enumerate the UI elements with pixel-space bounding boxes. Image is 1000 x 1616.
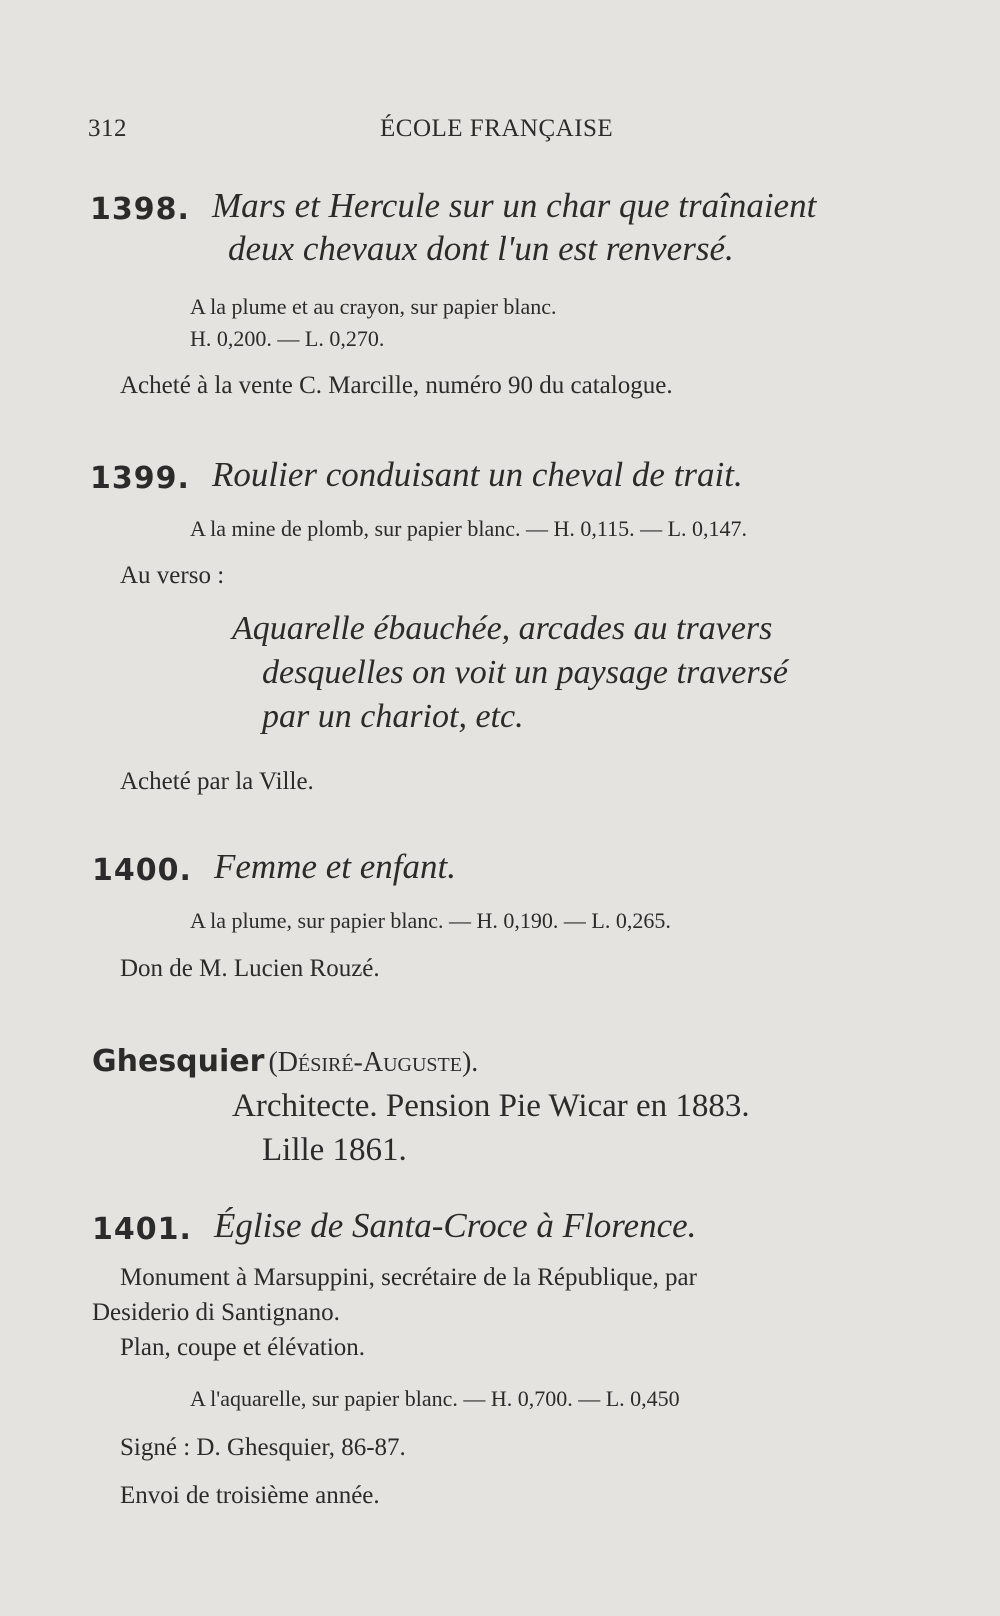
entry-title: Église de Santa-Croce à Florence. <box>214 1206 697 1245</box>
verso-label: Au verso : <box>120 562 225 589</box>
entry-provenance: Acheté par la Ville. <box>120 768 314 795</box>
entry-note: Envoi de troisième année. <box>120 1482 380 1509</box>
entry-number: 1399. <box>90 461 190 496</box>
entry-plan: Plan, coupe et élévation. <box>120 1334 366 1361</box>
page-number: 312 <box>88 115 127 142</box>
entry-technique: A la mine de plomb, sur papier blanc. — H. 0,115. — L. 0,147. <box>190 516 748 541</box>
entry-technique: A la plume, sur papier blanc. — H. 0,190. — L. 0,265. <box>190 908 671 933</box>
verso-description: desquelles on voit un paysage traversé <box>262 654 788 691</box>
entry-title: Femme et enfant. <box>214 847 456 886</box>
entry-number: 1400. <box>92 853 192 888</box>
entry-number: 1401. <box>92 1212 192 1247</box>
entry-provenance: Don de M. Lucien Rouzé. <box>120 955 380 982</box>
artist-surname: Ghesquier <box>92 1044 265 1079</box>
entry-signature: Signé : D. Ghesquier, 86-87. <box>120 1434 406 1461</box>
running-title: ÉCOLE FRANÇAISE <box>380 115 614 142</box>
artist-heading <box>92 1044 478 1079</box>
artist-bio: Architecte. Pension Pie Wicar en 1883. <box>232 1088 750 1124</box>
entry-technique: A la plume et au crayon, sur papier blanc. <box>190 294 557 319</box>
entry-description: Monument à Marsuppini, secrétaire de la République, par <box>120 1264 697 1291</box>
entry-title: deux chevaux dont l'un est renversé. <box>228 229 734 268</box>
artist-bio: Lille 1861. <box>262 1132 407 1168</box>
entry-provenance: Acheté à la vente C. Marcille, numéro 90 du catalogue. <box>120 372 673 399</box>
entry-number: 1398. <box>90 192 190 227</box>
artist-given-names: (Désiré-Auguste). <box>268 1047 479 1078</box>
verso-description: par un chariot, etc. <box>262 698 524 735</box>
entry-technique: A l'aquarelle, sur papier blanc. — H. 0,700. — L. 0,450 <box>190 1386 680 1411</box>
entry-title: Mars et Hercule sur un char que traînaient <box>212 186 817 225</box>
entry-dimensions: H. 0,200. — L. 0,270. <box>190 326 385 351</box>
entry-description: Desiderio di Santignano. <box>92 1299 340 1326</box>
verso-description: Aquarelle ébauchée, arcades au travers <box>232 610 773 647</box>
entry-title: Roulier conduisant un cheval de trait. <box>212 455 743 494</box>
